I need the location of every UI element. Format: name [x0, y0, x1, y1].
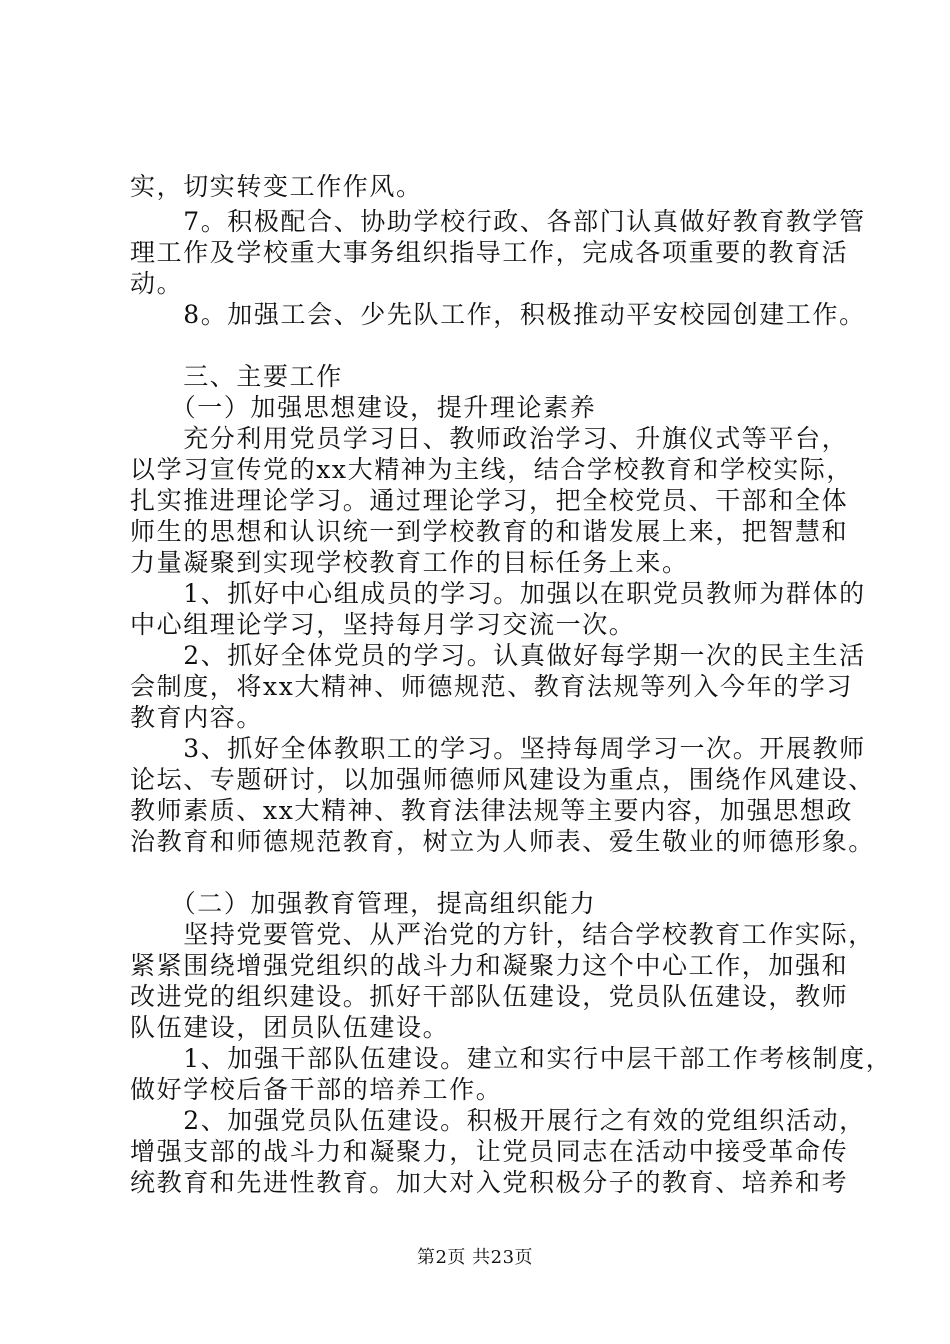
subsection-heading: （一）加强思想建设，提升理论素养: [130, 393, 597, 422]
text-line: 中心组理论学习，坚持每月学习交流一次。: [130, 610, 636, 639]
text-line: 理工作及学校重大事务组织指导工作，完成各项重要的教育活: [130, 238, 849, 267]
text-line: 以学习宣传党的xx大精神为主线，结合学校教育和学校实际，: [130, 455, 854, 484]
text-line: 师生的思想和认识统一到学校教育的和谐发展上来，把智慧和: [130, 517, 849, 546]
text-line: 充分利用党员学习日、教师政治学习、升旗仪式等平台，: [130, 424, 849, 453]
text-line: 力量凝聚到实现学校教育工作的目标任务上来。: [130, 548, 689, 577]
text-line: 队伍建设，团员队伍建设。: [130, 1013, 450, 1042]
text-line: 论坛、专题研讨，以加强师德师风建设为重点，围绕作风建设、: [130, 765, 875, 794]
text-line: 统教育和先进性教育。加大对入党积极分子的教育、培养和考: [130, 1168, 849, 1197]
text-line: 会制度，将xx大精神、师德规范、教育法规等列入今年的学习: [130, 672, 854, 701]
page-number-footer: 第2页 共23页: [416, 1247, 534, 1268]
section-heading: 三、主要工作: [130, 362, 343, 391]
text-line: 改进党的组织建设。抓好干部队伍建设，党员队伍建设，教师: [130, 982, 849, 1011]
text-line: 1、加强干部队伍建设。建立和实行中层干部工作考核制度，: [130, 1044, 893, 1073]
subsection-heading: （二）加强教育管理，提高组织能力: [130, 889, 597, 918]
text-line: 扎实推进理论学习。通过理论学习，把全校党员、干部和全体: [130, 486, 849, 515]
text-line: 2、加强党员队伍建设。积极开展行之有效的党组织活动，: [130, 1106, 866, 1135]
text-line: 2、抓好全体党员的学习。认真做好每学期一次的民主生活: [130, 641, 866, 670]
text-line: 教育内容。: [130, 703, 264, 732]
text-line: 教师素质、xx大精神、教育法律法规等主要内容，加强思想政: [130, 796, 854, 825]
text-line: 治教育和师德规范教育，树立为人师表、爱生敬业的师德形象。: [130, 827, 875, 856]
text-line: 做好学校后备干部的培养工作。: [130, 1075, 503, 1104]
text-line: 8。加强工会、少先队工作，积极推动平安校园创建工作。: [130, 300, 866, 329]
text-line: 增强支部的战斗力和凝聚力，让党员同志在活动中接受革命传: [130, 1137, 849, 1166]
text-line: 动。: [130, 269, 184, 298]
text-line: 实，切实转变工作作风。: [130, 172, 423, 201]
text-line: 7。积极配合、协助学校行政、各部门认真做好教育教学管: [130, 207, 866, 236]
text-line: 紧紧围绕增强党组织的战斗力和凝聚力这个中心工作，加强和: [130, 951, 849, 980]
text-line: 坚持党要管党、从严治党的方针，结合学校教育工作实际，: [130, 920, 875, 949]
text-line: 1、抓好中心组成员的学习。加强以在职党员教师为群体的: [130, 579, 866, 608]
text-line: 3、抓好全体教职工的学习。坚持每周学习一次。开展教师: [130, 734, 866, 763]
